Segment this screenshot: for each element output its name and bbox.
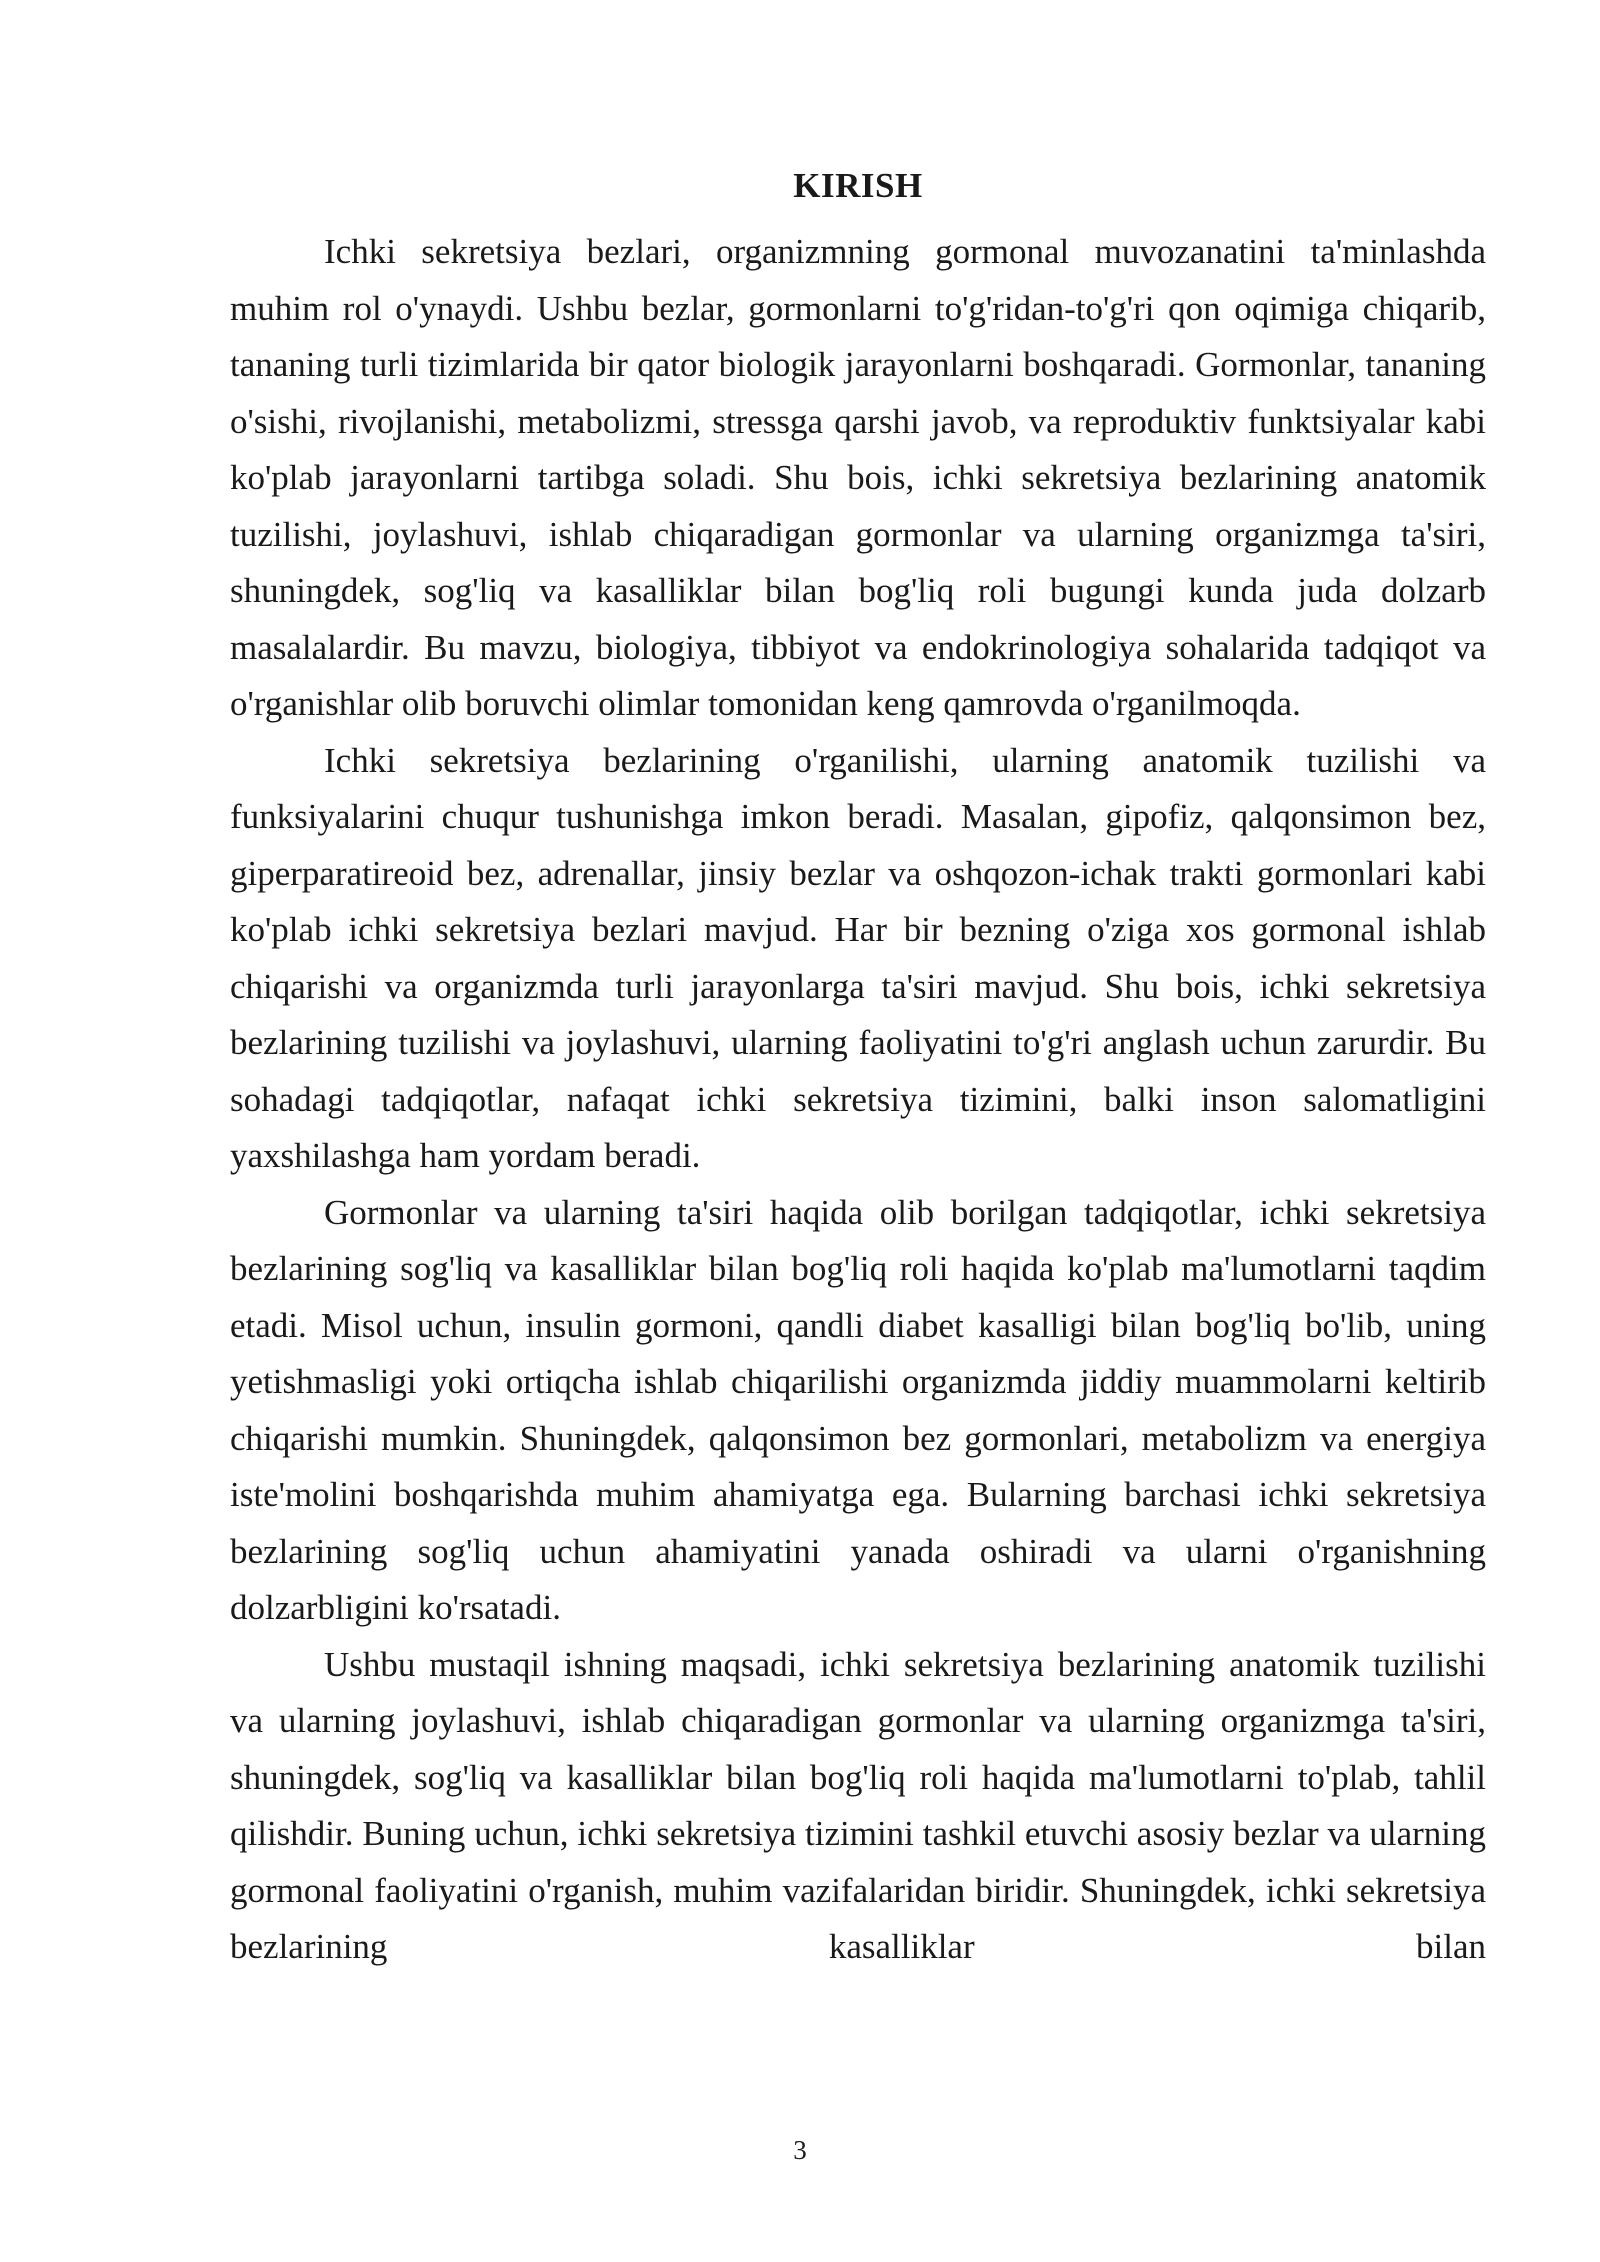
paragraph-1: Ichki sekretsiya bezlari, organizmning gormonal muvozanatini ta'minlashda muhim rol o'ynaydi. Ushbu bezlar, gormonlarni to'g'ridan-to'g'ri qon oqimiga chiqarib, tananing turli tizimlarida bir qator biologik jarayonlarni boshqaradi. Gormonlar, tananing o'sishi, rivojlanishi, metabolizmi, stressga qarshi javob, va reproduktiv funktsiyalar kabi ko'plab jarayonlarni tartibga soladi. Shu bois, ichki sekretsiya bezlarining anatomik tuzilishi, joylashuvi, ishlab chiqaradigan gormonlar va ularning organizmga ta'siri, shuningdek, sog'liq va kasalliklar bilan bog'liq roli bugungi kunda juda dolzarb masalalardir. Bu mavzu, biologiya, tibbiyot va endokrinologiya sohalarida tadqiqot va o'rganishlar olib boruvchi olimlar tomonidan keng qamrovda o'rganilmoqda. <box>230 232 1486 723</box>
page-number: 3 <box>793 2135 807 2165</box>
paragraph-4: Ushbu mustaqil ishning maqsadi, ichki sekretsiya bezlarining anatomik tuzilishi va ularning joylashuvi, ishlab chiqaradigan gormonlar va ularning organizmga ta'siri, shuningdek, sog'liq va kasalliklar bilan bog'liq roli haqida ma'lumotlarni to'plab, tahlil qilishdir. Buning uchun, ichki sekretsiya tizimini tashkil etuvchi asosiy bezlar va ularning gormonal faoliyatini o'rganish, muhim vazifalaridan biridir. Shuningdek, ichki sekretsiya bezlarining kasalliklar bilan <box>230 1644 1486 1966</box>
document-page <box>230 150 1486 1976</box>
section-title: KIRISH <box>793 166 923 205</box>
paragraph-3: Gormonlar va ularning ta'siri haqida olib borilgan tadqiqotlar, ichki sekretsiya bezlarining sog'liq va kasalliklar bilan bog'liq roli haqida ko'plab ma'lumotlarni taqdim etadi. Misol uchun, insulin gormoni, qandli diabet kasalligi bilan bog'liq bo'lib, uning yetishmasligi yoki ortiqcha ishlab chiqarilishi organizmda jiddiy muammolarni keltirib chiqarishi mumkin. Shuningdek, qalqonsimon bez gormonlari, metabolizm va energiya iste'molini boshqarishda muhim ahamiyatga ega. Bularning barchasi ichki sekretsiya bezlarining sog'liq uchun ahamiyatini yanada oshiradi va ularni o'rganishning dolzarbligini ko'rsatadi. <box>230 1192 1486 1627</box>
paragraph-2: Ichki sekretsiya bezlarining o'rganilishi, ularning anatomik tuzilishi va funksiyalarini chuqur tushunishga imkon beradi. Masalan, gipofiz, qalqonsimon bez, giperparatireoid bez, adrenallar, jinsiy bezlar va oshqozon-ichak trakti gormonlari kabi ko'plab ichki sekretsiya bezlari mavjud. Har bir bezning o'ziga xos gormonal ishlab chiqarishi va organizmda turli jarayonlarga ta'siri mavjud. Shu bois, ichki sekretsiya bezlarining tuzilishi va joylashuvi, ularning faoliyatini to'g'ri anglash uchun zarurdir. Bu sohadagi tadqiqotlar, nafaqat ichki sekretsiya tizimini, balki inson salomatligini yaxshilashga ham yordam beradi. <box>230 740 1486 1175</box>
